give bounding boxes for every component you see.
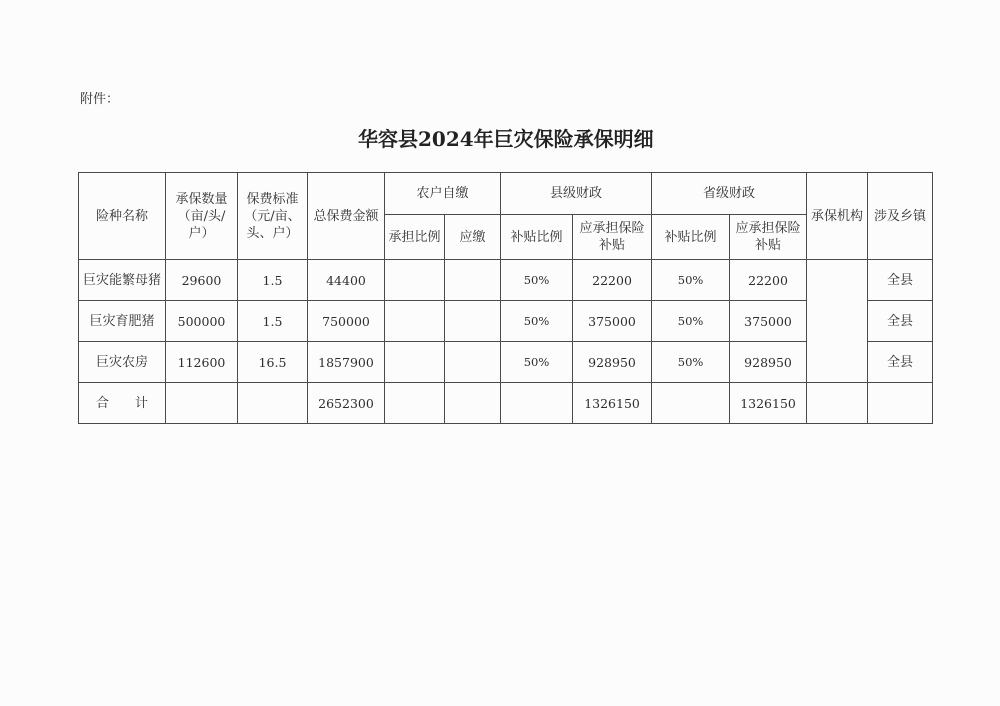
total-county-subsidy: 1326150	[573, 383, 652, 424]
header-farmer-group: 农户自缴	[385, 173, 501, 215]
attachment-label: 附件：	[80, 92, 120, 107]
header-insurer: 承保机构	[807, 173, 868, 260]
header-province-ratio: 补贴比例	[652, 215, 730, 260]
header-county-ratio: 补贴比例	[501, 215, 573, 260]
cell-county-ratio: 50%	[501, 260, 573, 301]
cell-towns: 全县	[868, 301, 933, 342]
header-province-group: 省级财政	[652, 173, 807, 215]
cell-towns: 全县	[868, 260, 933, 301]
cell-insurer-merged	[807, 260, 868, 383]
cell-premium-rate: 1.5	[238, 260, 308, 301]
cell-farmer-due	[445, 342, 501, 383]
cell-county-ratio: 50%	[501, 301, 573, 342]
cell-premium-rate: 1.5	[238, 301, 308, 342]
cell-insurance-type: 巨灾能繁母猪	[79, 260, 166, 301]
header-insurance-type: 险种名称	[79, 173, 166, 260]
total-insurer	[807, 383, 868, 424]
cell-premium-rate: 16.5	[238, 342, 308, 383]
header-farmer-due: 应缴	[445, 215, 501, 260]
header-farmer-ratio: 承担比例	[385, 215, 445, 260]
cell-quantity: 500000	[166, 301, 238, 342]
cell-province-subsidy: 22200	[730, 260, 807, 301]
header-towns: 涉及乡镇	[868, 173, 933, 260]
cell-towns: 全县	[868, 342, 933, 383]
total-farmer-due	[445, 383, 501, 424]
cell-province-subsidy: 375000	[730, 301, 807, 342]
total-farmer-ratio	[385, 383, 445, 424]
total-towns	[868, 383, 933, 424]
total-row	[79, 383, 933, 424]
cell-quantity: 112600	[166, 342, 238, 383]
header-quantity: 承保数量 （亩/头/户）	[166, 173, 238, 260]
cell-province-ratio: 50%	[652, 342, 730, 383]
cell-insurance-type: 巨灾育肥猪	[79, 301, 166, 342]
cell-province-ratio: 50%	[652, 301, 730, 342]
cell-farmer-ratio	[385, 260, 445, 301]
cell-county-subsidy: 928950	[573, 342, 652, 383]
cell-county-subsidy: 375000	[573, 301, 652, 342]
cell-county-subsidy: 22200	[573, 260, 652, 301]
header-county-group: 县级财政	[501, 173, 652, 215]
total-label: 合 计	[79, 383, 166, 424]
header-total-premium: 总保费金额	[308, 173, 385, 260]
header-premium-rate: 保费标准 （元/亩、 头、户）	[238, 173, 308, 260]
total-county-ratio	[501, 383, 573, 424]
cell-total-premium: 750000	[308, 301, 385, 342]
insurance-detail-table	[78, 172, 933, 424]
cell-farmer-due	[445, 260, 501, 301]
header-county-subsidy: 应承担保险 补贴	[573, 215, 652, 260]
cell-province-ratio: 50%	[652, 260, 730, 301]
cell-farmer-due	[445, 301, 501, 342]
total-premium-rate	[238, 383, 308, 424]
cell-total-premium: 1857900	[308, 342, 385, 383]
cell-quantity: 29600	[166, 260, 238, 301]
cell-insurance-type: 巨灾农房	[79, 342, 166, 383]
cell-farmer-ratio	[385, 301, 445, 342]
total-province-subsidy: 1326150	[730, 383, 807, 424]
cell-total-premium: 44400	[308, 260, 385, 301]
table-row	[79, 260, 933, 301]
total-province-ratio	[652, 383, 730, 424]
total-quantity	[166, 383, 238, 424]
document-title: 华容县2024年巨灾保险承保明细	[358, 127, 654, 151]
header-province-subsidy: 应承担保险 补贴	[730, 215, 807, 260]
header-row-1	[79, 173, 933, 215]
cell-county-ratio: 50%	[501, 342, 573, 383]
total-premium: 2652300	[308, 383, 385, 424]
table-row	[79, 342, 933, 383]
cell-farmer-ratio	[385, 342, 445, 383]
cell-province-subsidy: 928950	[730, 342, 807, 383]
table-row	[79, 301, 933, 342]
